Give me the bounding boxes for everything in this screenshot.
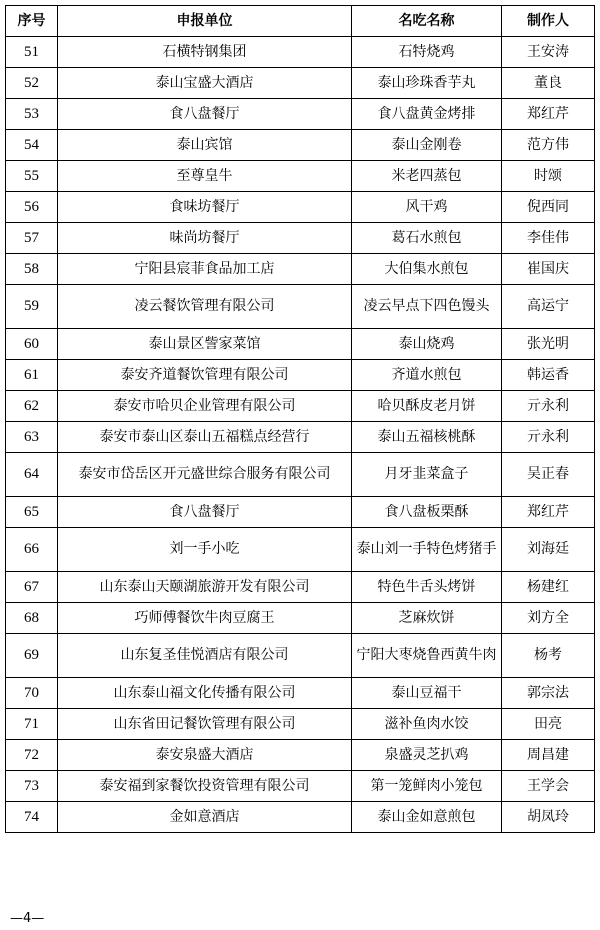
food-list-table (5, 5, 595, 833)
cell-dish-name: 泰山五福核桃酥 (352, 422, 502, 453)
cell-dish-name: 宁阳大枣烧鲁西黄牛肉 (352, 634, 502, 678)
cell-dish-name: 泰山金刚卷 (352, 130, 502, 161)
cell-dish-name: 第一笼鲜肉小笼包 (352, 771, 502, 802)
cell-maker: 时颂 (502, 161, 595, 192)
cell-serial-number: 58 (6, 254, 58, 285)
cell-serial-number: 61 (6, 360, 58, 391)
cell-dish-name: 泰山烧鸡 (352, 329, 502, 360)
table-row (6, 740, 595, 771)
table-row (6, 192, 595, 223)
table-row (6, 422, 595, 453)
cell-applicant-unit: 泰山景区訾家菜馆 (58, 329, 352, 360)
cell-serial-number: 73 (6, 771, 58, 802)
table-row (6, 771, 595, 802)
table-row (6, 360, 595, 391)
cell-dish-name: 特色牛舌头烤饼 (352, 572, 502, 603)
table-row (6, 223, 595, 254)
cell-applicant-unit: 味尚坊餐厅 (58, 223, 352, 254)
cell-dish-name: 哈贝酥皮老月饼 (352, 391, 502, 422)
cell-maker: 郑红芹 (502, 497, 595, 528)
cell-serial-number: 71 (6, 709, 58, 740)
cell-maker: 胡凤玲 (502, 802, 595, 833)
table-row (6, 254, 595, 285)
cell-applicant-unit: 山东复圣佳悦酒店有限公司 (58, 634, 352, 678)
cell-maker: 亓永利 (502, 422, 595, 453)
cell-serial-number: 57 (6, 223, 58, 254)
cell-applicant-unit: 泰安福到家餐饮投资管理有限公司 (58, 771, 352, 802)
cell-serial-number: 69 (6, 634, 58, 678)
cell-applicant-unit: 山东泰山福文化传播有限公司 (58, 678, 352, 709)
cell-serial-number: 66 (6, 528, 58, 572)
cell-applicant-unit: 泰安市泰山区泰山五福糕点经营行 (58, 422, 352, 453)
table-row (6, 453, 595, 497)
cell-applicant-unit: 至尊皇牛 (58, 161, 352, 192)
table-row (6, 678, 595, 709)
table-row (6, 497, 595, 528)
cell-serial-number: 67 (6, 572, 58, 603)
header-dish-name: 名吃名称 (352, 6, 502, 37)
cell-applicant-unit: 食味坊餐厅 (58, 192, 352, 223)
cell-maker: 郑红芹 (502, 99, 595, 130)
cell-serial-number: 72 (6, 740, 58, 771)
cell-dish-name: 食八盘板栗酥 (352, 497, 502, 528)
table-row (6, 391, 595, 422)
cell-dish-name: 石特烧鸡 (352, 37, 502, 68)
cell-dish-name: 泰山珍珠香芋丸 (352, 68, 502, 99)
cell-applicant-unit: 宁阳县宸菲食品加工店 (58, 254, 352, 285)
cell-applicant-unit: 食八盘餐厅 (58, 99, 352, 130)
cell-maker: 范方伟 (502, 130, 595, 161)
cell-serial-number: 51 (6, 37, 58, 68)
cell-dish-name: 泰山金如意煎包 (352, 802, 502, 833)
cell-applicant-unit: 食八盘餐厅 (58, 497, 352, 528)
cell-serial-number: 60 (6, 329, 58, 360)
table-body (6, 37, 595, 833)
table-row (6, 161, 595, 192)
cell-dish-name: 大伯集水煎包 (352, 254, 502, 285)
cell-applicant-unit: 泰安市哈贝企业管理有限公司 (58, 391, 352, 422)
cell-maker: 张光明 (502, 329, 595, 360)
cell-dish-name: 泰山豆福干 (352, 678, 502, 709)
table-row (6, 130, 595, 161)
cell-maker: 倪西同 (502, 192, 595, 223)
cell-maker: 田亮 (502, 709, 595, 740)
header-maker: 制作人 (502, 6, 595, 37)
cell-applicant-unit: 刘一手小吃 (58, 528, 352, 572)
cell-serial-number: 63 (6, 422, 58, 453)
cell-serial-number: 70 (6, 678, 58, 709)
cell-maker: 李佳伟 (502, 223, 595, 254)
cell-maker: 刘海廷 (502, 528, 595, 572)
table-row (6, 572, 595, 603)
cell-applicant-unit: 泰安齐道餐饮管理有限公司 (58, 360, 352, 391)
cell-serial-number: 68 (6, 603, 58, 634)
cell-serial-number: 54 (6, 130, 58, 161)
cell-applicant-unit: 凌云餐饮管理有限公司 (58, 285, 352, 329)
cell-maker: 郭宗法 (502, 678, 595, 709)
cell-applicant-unit: 巧师傅餐饮牛肉豆腐王 (58, 603, 352, 634)
cell-applicant-unit: 石横特钢集团 (58, 37, 352, 68)
cell-maker: 刘方全 (502, 603, 595, 634)
cell-applicant-unit: 泰山宝盛大酒店 (58, 68, 352, 99)
table-row (6, 99, 595, 130)
table-row (6, 68, 595, 99)
cell-dish-name: 齐道水煎包 (352, 360, 502, 391)
cell-maker: 王学会 (502, 771, 595, 802)
cell-dish-name: 泰山刘一手特色烤猪手 (352, 528, 502, 572)
table-row (6, 285, 595, 329)
cell-dish-name: 月牙韭菜盒子 (352, 453, 502, 497)
cell-serial-number: 52 (6, 68, 58, 99)
cell-maker: 杨考 (502, 634, 595, 678)
cell-dish-name: 泉盛灵芝扒鸡 (352, 740, 502, 771)
cell-dish-name: 食八盘黄金烤排 (352, 99, 502, 130)
table-row (6, 528, 595, 572)
cell-maker: 周昌建 (502, 740, 595, 771)
cell-maker: 崔国庆 (502, 254, 595, 285)
table-row (6, 802, 595, 833)
cell-dish-name: 米老四蒸包 (352, 161, 502, 192)
page-number: —4— (10, 911, 45, 926)
cell-maker: 董良 (502, 68, 595, 99)
cell-applicant-unit: 山东省田记餐饮管理有限公司 (58, 709, 352, 740)
cell-serial-number: 55 (6, 161, 58, 192)
table-row (6, 603, 595, 634)
cell-applicant-unit: 泰山宾馆 (58, 130, 352, 161)
cell-maker: 吴正春 (502, 453, 595, 497)
cell-serial-number: 74 (6, 802, 58, 833)
cell-serial-number: 59 (6, 285, 58, 329)
cell-maker: 杨建红 (502, 572, 595, 603)
cell-maker: 亓永利 (502, 391, 595, 422)
cell-maker: 高运宁 (502, 285, 595, 329)
cell-applicant-unit: 金如意酒店 (58, 802, 352, 833)
cell-serial-number: 65 (6, 497, 58, 528)
cell-maker: 王安涛 (502, 37, 595, 68)
header-serial-number: 序号 (6, 6, 58, 37)
cell-dish-name: 滋补鱼肉水饺 (352, 709, 502, 740)
cell-serial-number: 62 (6, 391, 58, 422)
cell-dish-name: 凌云早点下四色馒头 (352, 285, 502, 329)
cell-serial-number: 53 (6, 99, 58, 130)
cell-dish-name: 葛石水煎包 (352, 223, 502, 254)
table-header-row (6, 6, 595, 37)
cell-dish-name: 芝麻炊饼 (352, 603, 502, 634)
cell-serial-number: 64 (6, 453, 58, 497)
header-applicant-unit: 申报单位 (58, 6, 352, 37)
table-row (6, 329, 595, 360)
cell-serial-number: 56 (6, 192, 58, 223)
table-row (6, 709, 595, 740)
cell-applicant-unit: 泰安市岱岳区开元盛世综合服务有限公司 (58, 453, 352, 497)
cell-maker: 韩运香 (502, 360, 595, 391)
cell-applicant-unit: 泰安泉盛大酒店 (58, 740, 352, 771)
cell-dish-name: 风干鸡 (352, 192, 502, 223)
cell-applicant-unit: 山东泰山天颐湖旅游开发有限公司 (58, 572, 352, 603)
table-row (6, 634, 595, 678)
table-row (6, 37, 595, 68)
